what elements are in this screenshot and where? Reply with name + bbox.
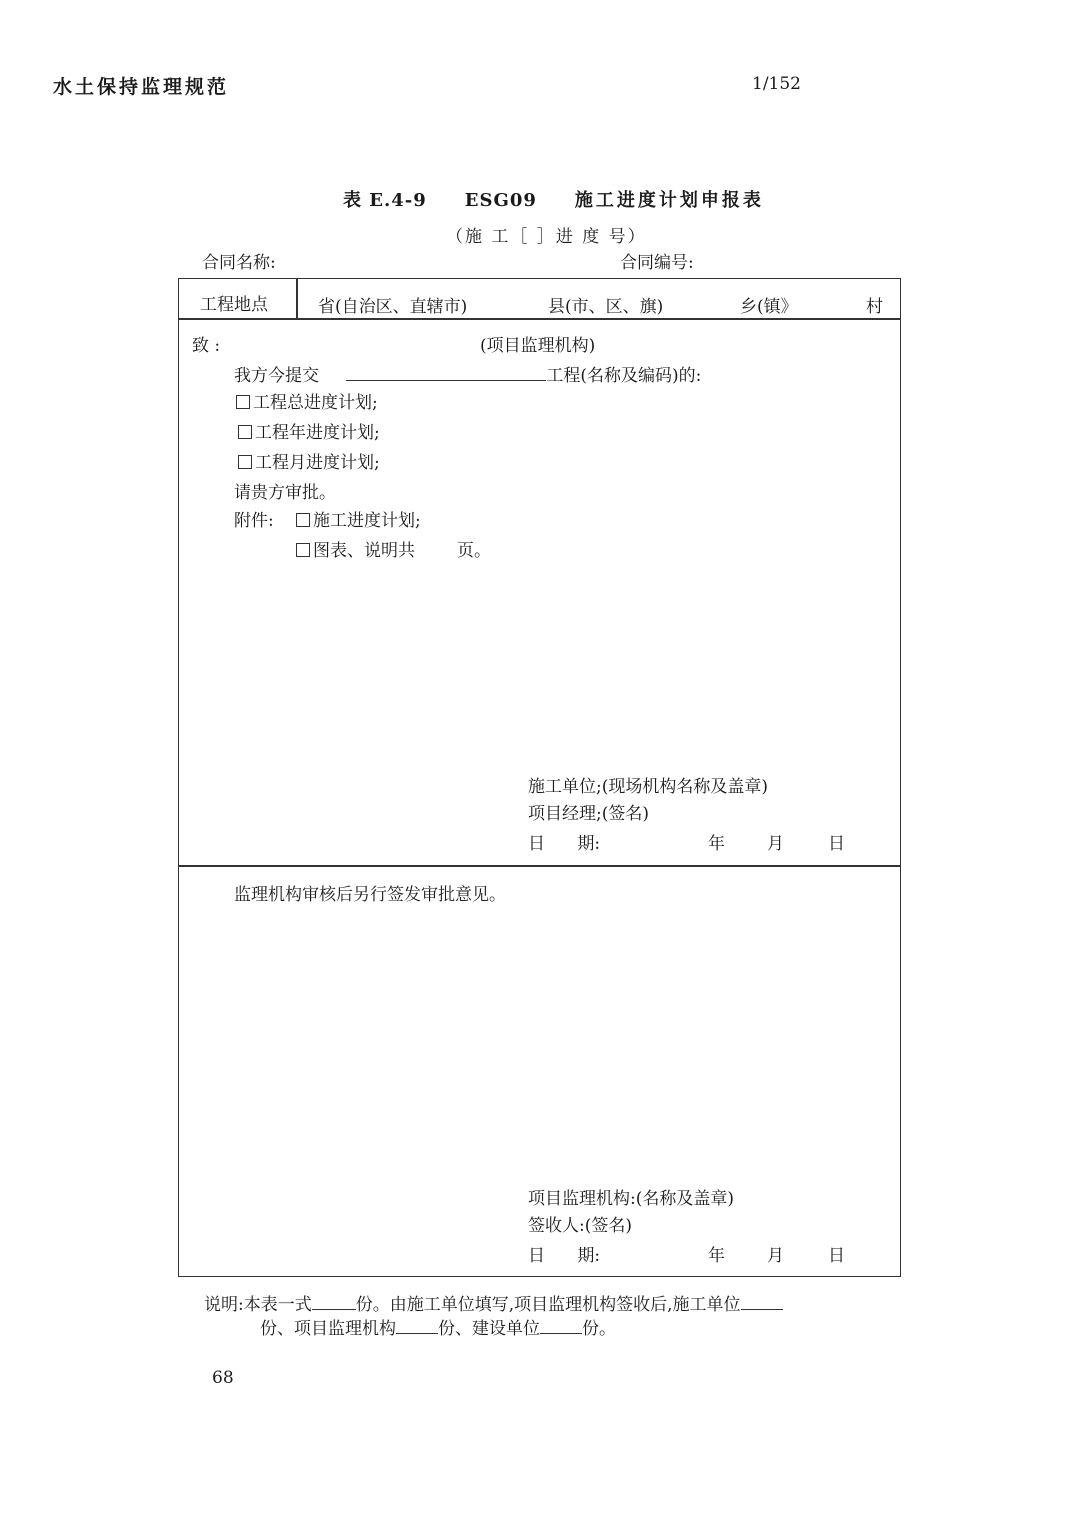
location-county: 县(市、区、旗) bbox=[548, 297, 664, 317]
table-number: 表 E.4-9 bbox=[343, 190, 427, 211]
receiver-label: 签收人:(签名) bbox=[528, 1216, 632, 1236]
submit-suffix: 工程(名称及编码)的: bbox=[546, 366, 702, 386]
review-date-label: 日 期: bbox=[528, 1246, 601, 1266]
submission-day: 日 bbox=[828, 834, 845, 854]
checkbox-item[interactable]: 工程总进度计划; bbox=[236, 388, 378, 413]
review-agency-label: 项目监理机构:(名称及盖章) bbox=[528, 1189, 734, 1209]
location-province: 省(自治区、直辖市) bbox=[318, 297, 468, 317]
review-year: 年 bbox=[708, 1246, 725, 1266]
location-village: 村 bbox=[866, 297, 883, 317]
checkbox-item[interactable]: 工程月进度计划; bbox=[238, 448, 380, 473]
note-line-1: 说明:本表一式 份。由施工单位填写,项目监理机构签收后,施工单位 bbox=[204, 1290, 783, 1315]
submission-year: 年 bbox=[708, 834, 725, 854]
checkbox-icon[interactable] bbox=[236, 395, 250, 409]
table-subtitle: （施 工［ ］进 度 号） bbox=[446, 227, 647, 247]
review-text: 监理机构审核后另行签发审批意见。 bbox=[234, 885, 506, 905]
checkbox-icon[interactable] bbox=[296, 513, 310, 527]
construction-copies-blank[interactable] bbox=[741, 1293, 783, 1310]
review-day: 日 bbox=[828, 1246, 845, 1266]
row-divider-review bbox=[178, 865, 901, 867]
attachment-item[interactable]: 图表、说明共 页。 bbox=[296, 536, 491, 561]
project-manager-label: 项目经理;(签名) bbox=[528, 804, 649, 824]
table-code: ESG09 bbox=[464, 190, 537, 211]
submit-line bbox=[234, 361, 701, 386]
construction-unit-label: 施工单位;(现场机构名称及盖章) bbox=[528, 777, 768, 797]
submission-month: 月 bbox=[767, 834, 784, 854]
agency-placeholder: (项目监理机构) bbox=[480, 336, 596, 356]
owner-copies-blank[interactable] bbox=[540, 1317, 582, 1334]
agency-copies-blank[interactable] bbox=[396, 1317, 438, 1334]
submit-prefix: 我方今提交 bbox=[234, 366, 319, 386]
copies-blank[interactable] bbox=[312, 1293, 356, 1310]
table-title bbox=[343, 186, 764, 212]
location-town: 乡(镇》 bbox=[740, 297, 798, 317]
note-line-2: 份、项目监理机构 份、建设单位 份。 bbox=[260, 1319, 616, 1339]
footer-page-number: 68 bbox=[212, 1368, 234, 1388]
review-month: 月 bbox=[767, 1246, 784, 1266]
attachments-label: 附件: bbox=[234, 511, 274, 531]
contract-number-label: 合同编号: bbox=[620, 253, 694, 273]
location-label: 工程地点 bbox=[200, 295, 268, 315]
to-label: 致 : bbox=[192, 336, 221, 356]
page-reference: 1/152 bbox=[752, 74, 801, 94]
table-name: 施工进度计划申报表 bbox=[574, 190, 764, 211]
project-name-blank[interactable] bbox=[346, 364, 546, 381]
contract-name-label: 合同名称: bbox=[202, 253, 276, 273]
request-text: 请贵方审批。 bbox=[234, 483, 336, 503]
submission-date-label: 日 期: bbox=[528, 834, 601, 854]
checkbox-icon[interactable] bbox=[238, 455, 252, 469]
attachment-item[interactable]: 施工进度计划; bbox=[296, 506, 421, 531]
document-title: 水土保持监理规范 bbox=[53, 76, 230, 98]
checkbox-item[interactable]: 工程年进度计划; bbox=[238, 418, 380, 443]
checkbox-icon[interactable] bbox=[296, 543, 310, 557]
cell-divider-location bbox=[296, 278, 298, 319]
row-divider-location bbox=[178, 318, 901, 320]
checkbox-icon[interactable] bbox=[238, 425, 252, 439]
